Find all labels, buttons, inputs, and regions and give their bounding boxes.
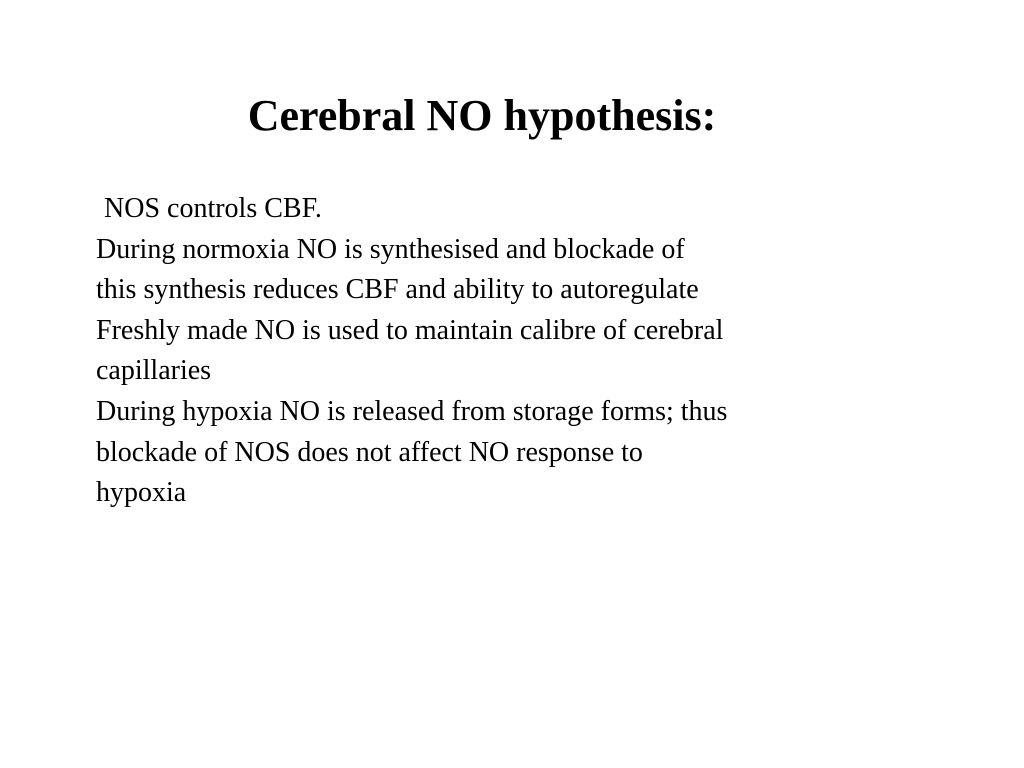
body-line: Freshly made NO is used to maintain calibre of cerebral xyxy=(96,314,724,346)
body-line: During hypoxia NO is released from storage forms; thus xyxy=(96,395,728,427)
body-line: this synthesis reduces CBF and ability to autoregulate xyxy=(96,274,699,306)
body-line: hypoxia xyxy=(96,477,187,509)
body-line: blockade of NOS does not affect NO response to xyxy=(96,436,643,468)
slide-body xyxy=(96,189,996,514)
body-line: During normoxia NO is synthesised and blockade of xyxy=(96,233,685,265)
body-line: capillaries xyxy=(96,355,212,387)
body-line: NOS controls CBF. xyxy=(104,193,322,224)
slide-title: Cerebral NO hypothesis: xyxy=(247,91,717,140)
